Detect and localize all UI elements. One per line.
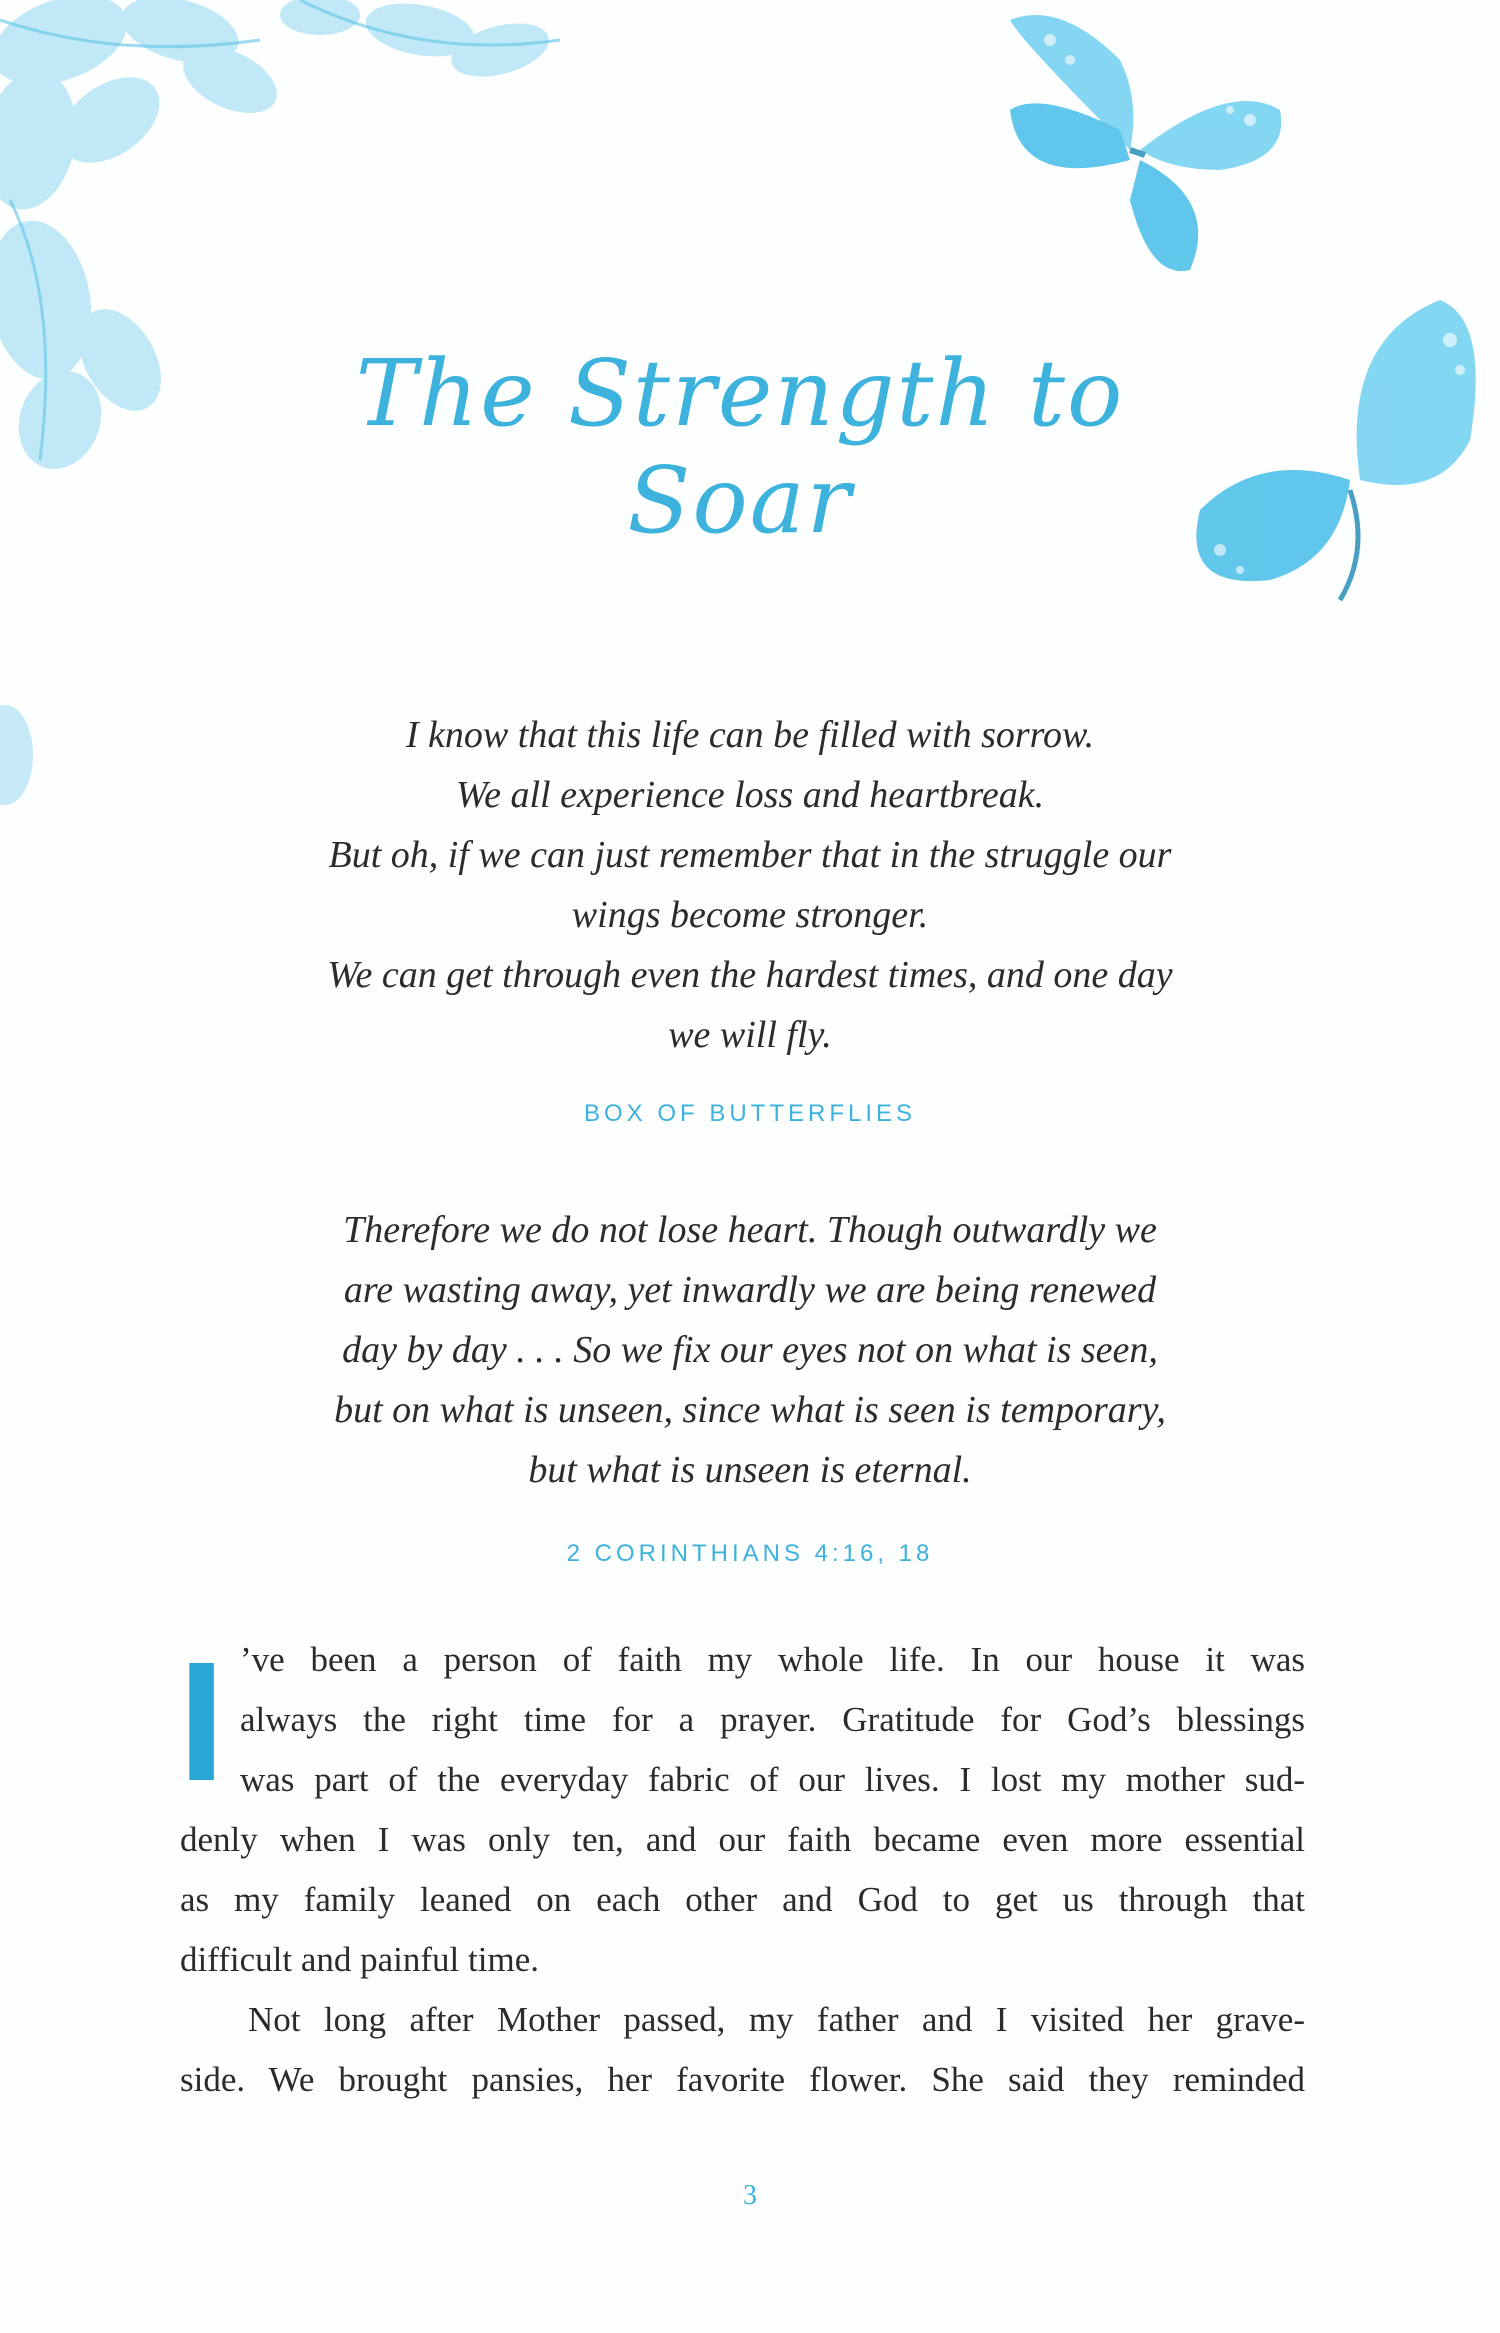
verse-line: but what is unseen is eternal. [528,1449,972,1491]
verse-line: day by day . . . So we fix our eyes not on what is seen, [342,1329,1158,1371]
body-text [178,1627,1305,2110]
body-line: always the right time for a prayer. Gratitude for God’s blessings [240,1700,1305,1739]
body-line: ’ve been a person of faith my whole life. In our house it was [240,1640,1305,1679]
scripture-verse [230,1200,1270,1500]
poem-attribution: BOX OF BUTTERFLIES [583,1100,917,1127]
poem-line: wings become stronger. [571,894,929,936]
butterfly-icon [980,0,1310,300]
verse-line: are wasting away, yet inwardly we are being renewed [343,1269,1157,1311]
poem-line: we will fly. [668,1014,832,1056]
epigraph-poem [230,705,1270,1065]
poem-line: But oh, if we can just remember that in the struggle our [328,834,1172,876]
body-line: side. We brought pansies, her favorite flower. She said they reminded [180,2060,1305,2099]
body-line: was part of the everyday fabric of our lives. I lost my mother sud- [240,1760,1305,1799]
petal-icon [0,700,40,810]
body-line: difficult and painful time. [180,1940,539,1979]
page-number: 3 [743,2180,757,2211]
body-line: Not long after Mother passed, my father and I visited her grave- [248,2000,1305,2039]
poem-line: We all experience loss and heartbreak. [455,774,1045,816]
body-line: as my family leaned on each other and God to get us through that [180,1880,1305,1919]
verse-line: but on what is unseen, since what is seen is temporary, [334,1389,1166,1431]
poem-line: We can get through even the hardest times, and one day [327,954,1173,996]
drop-cap: I [178,1627,226,1817]
verse-line: Therefore we do not lose heart. Though outwardly we [343,1209,1157,1251]
poem-line: I know that this life can be filled with sorrow. [405,714,1095,756]
verse-attribution: 2 CORINTHIANS 4:16, 18 [566,1540,934,1567]
chapter-title: The Strength to Soar [355,340,1125,554]
body-line: denly when I was only ten, and our faith became even more essential [180,1820,1305,1859]
